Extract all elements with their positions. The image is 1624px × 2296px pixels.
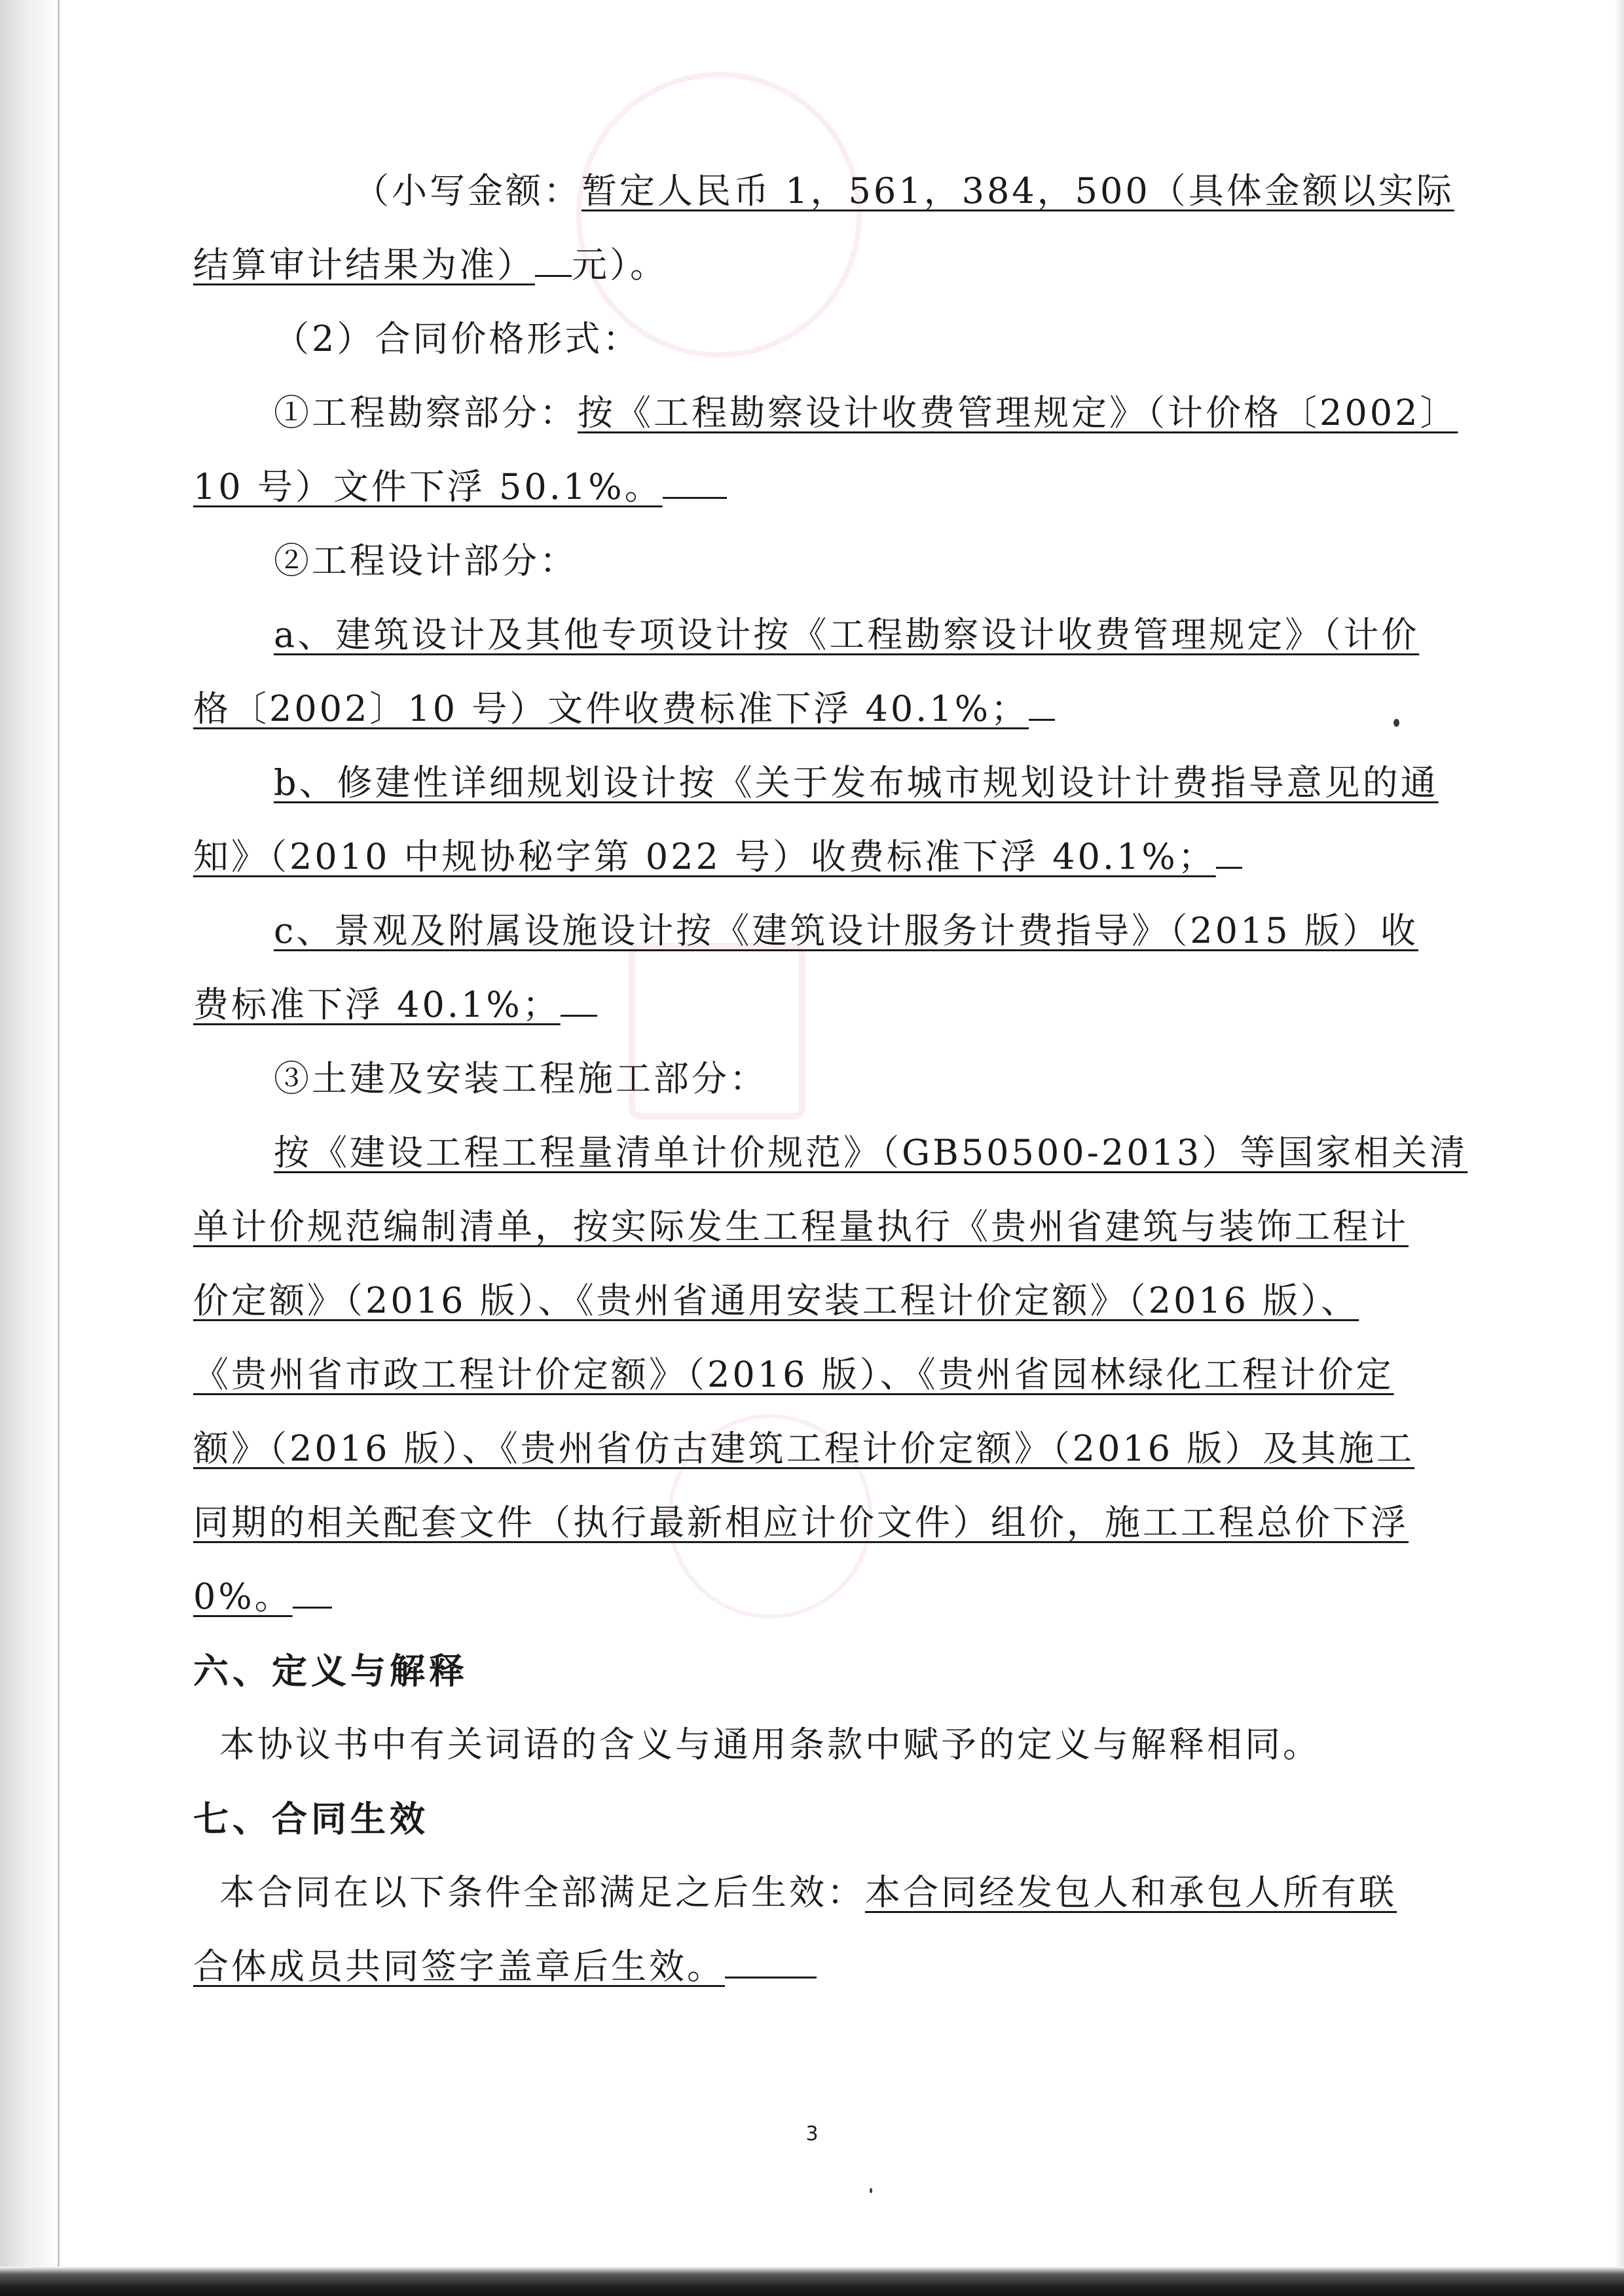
contract-line-13: ③土建及安装工程施工部分：	[274, 1058, 767, 1099]
contract-line-4: ①工程勘察部分：按《工程勘察设计收费管理规定》（计价格〔2002〕	[274, 392, 1458, 433]
contract-line-3: （2）合同价格形式：	[274, 318, 641, 359]
contract-line-5: 10 号）文件下浮 50.1%。	[193, 461, 1424, 513]
contract-line-18: 额》（2016 版）、《贵州省仿古建筑工程计价定额》（2016 版）及其施工	[193, 1428, 1415, 1469]
section-heading-definitions: 六、定义与解释	[193, 1650, 468, 1692]
contract-line-1: （小写金额：暂定人民币 1，561，384，500（具体金额以实际	[354, 170, 1454, 211]
contract-line-definitions: 本协议书中有关词语的含义与通用条款中赋予的定义与解释相同。	[219, 1724, 1321, 1765]
contract-line-14: 按《建设工程工程量清单计价规范》（GB50500-2013）等国家相关清	[274, 1132, 1468, 1173]
page-number: 3	[805, 2123, 819, 2145]
scan-speck	[870, 2188, 872, 2193]
contract-line-15: 单计价规范编制清单，按实际发生工程量执行《贵州省建筑与装饰工程计	[193, 1206, 1409, 1247]
contract-line-20: 0%。	[193, 1571, 1424, 1623]
contract-line-17: 《贵州省市政工程计价定额》（2016 版）、《贵州省园林绿化工程计价定	[193, 1354, 1394, 1395]
scan-shadow-left	[0, 0, 60, 2296]
contract-line-12: 费标准下浮 40.1%；	[193, 979, 1424, 1031]
contract-line-11: c、景观及附属设施设计按《建筑设计服务计费指导》（2015 版）收	[274, 910, 1418, 951]
contract-line-8: 格〔2002〕10 号）文件收费标准下浮 40.1%；	[193, 683, 1424, 735]
section-heading-effectiveness: 七、合同生效	[193, 1798, 429, 1840]
contract-line-7: a、建筑设计及其他专项设计按《工程勘察设计收费管理规定》（计价	[274, 614, 1420, 655]
contract-line-6: ②工程设计部分：	[274, 540, 578, 581]
contract-line-2: 结算审计结果为准） 元）。	[193, 244, 668, 285]
contract-line-9: b、修建性详细规划设计按《关于发布城市规划设计计费指导意见的通	[274, 762, 1439, 803]
scan-page-edge	[58, 0, 60, 2296]
scan-shadow-right	[1615, 0, 1624, 2296]
contract-line-effectiveness-2: 合体成员共同签字盖章后生效。	[193, 1941, 1424, 1993]
contract-line-19: 同期的相关配套文件（执行最新相应计价文件）组价，施工工程总价下浮	[193, 1502, 1409, 1543]
scan-shadow-bottom	[0, 2267, 1624, 2296]
contract-line-16: 价定额》（2016 版）、《贵州省通用安装工程计价定额》（2016 版）、	[193, 1280, 1359, 1321]
contract-line-10: 知》（2010 中规协秘字第 022 号）收费标准下浮 40.1%；	[193, 831, 1424, 883]
contract-line-effectiveness-1: 本合同在以下条件全部满足之后生效：本合同经发包人和承包人所有联	[219, 1872, 1397, 1913]
underlined-amount: 暂定人民币 1，561，384，500（具体金额以实际	[581, 170, 1454, 211]
